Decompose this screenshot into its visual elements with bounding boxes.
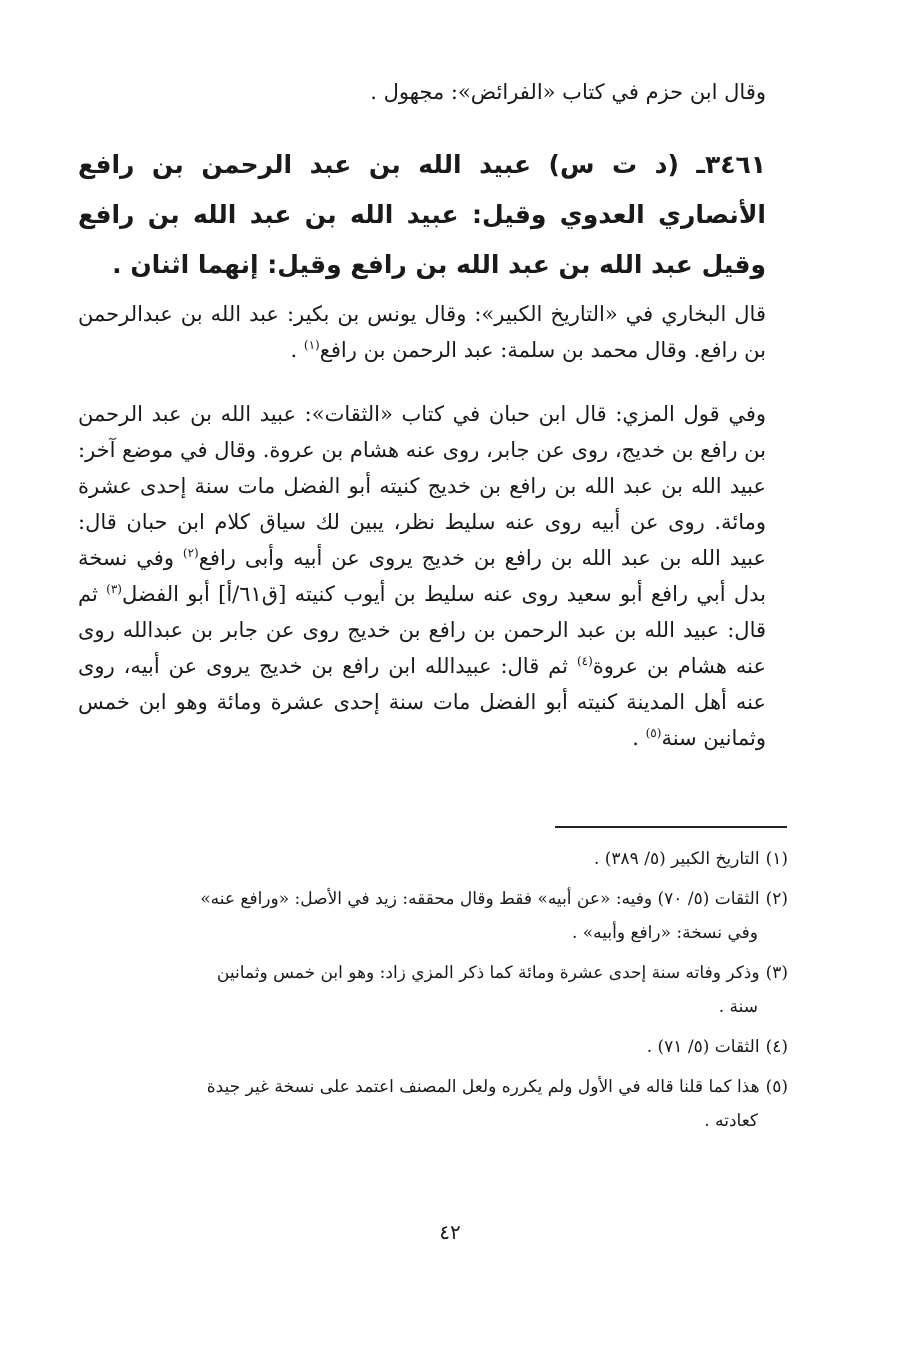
footnote-continuation: كعادته . [704,1111,758,1131]
footnote-text: التاريخ الكبير (٥/ ٣٨٩) . [593,849,760,869]
footnote-2 [88,882,788,950]
footnote-number: (٥) [765,1077,788,1097]
top-line: وقال ابن حزم في كتاب «الفرائض»: مجهول . [370,80,766,104]
entry-text: (د ت س) عبيد الله بن عبد الرحمن بن رافع الأنصاري العدوي وقيل: عبيد الله بن عبد الله بن رافع وقيل عبد الله بن عبد الله بن رافع وقيل: إنهما اثنان . [78,150,766,279]
footnote-ref-1: (١) [303,338,320,352]
footnote-separator [555,826,787,828]
paragraph-text: ثم قال: عبيد الله بن عبد الرحمن بن رافع بن خديج روى عن جابر بن عبدالله روى عنه هشام بن عروة [78,582,767,678]
footnote-ref-2: (٢) [182,546,199,560]
paragraph-end: . [632,726,646,750]
footnote-4 [88,1030,788,1064]
footnote-number: (١) [765,849,788,869]
paragraph-text: قال البخاري في «التاريخ الكبير»: وقال يونس بن بكير: عبد الله بن عبدالرحمن بن رافع. وقال محمد بن سلمة: عبد الرحمن بن رافع [78,302,766,362]
paragraph-end: . [290,338,304,362]
footnote-number: (٢) [765,889,788,909]
paragraph-mizzi [78,396,766,756]
footnote-1 [88,842,788,876]
entry-number: ٣٤٦١ـ [696,150,766,179]
footnote-ref-5: (٥) [645,726,662,740]
paragraph-text: وفي نسخة بدل أبي رافع أبو سعيد روى عنه سليط بن أيوب كنيته [ق٦١/أ] أبو الفضل [78,546,767,606]
footnote-text: الثقات (٥/ ٧١) . [646,1037,760,1057]
footnote-3 [88,956,788,1024]
footnote-text: هذا كما قلنا قاله في الأول ولم يكرره ولعل المصنف اعتمد على نسخة غير جيدة [206,1077,760,1097]
footnote-text: الثقات (٥/ ٧٠) وفيه: «عن أبيه» فقط وقال محققه: زيد في الأصل: «ورافع عنه» [200,889,760,909]
entry-heading [78,140,766,290]
paragraph-text: ثم قال: عبيدالله ابن رافع بن خديج يروى عن أبيه، روى عنه أهل المدينة كنيته أبو الفضل مات سنة إحدى عشرة ومائة وهو ابن خمس وثمانين سنة [78,654,766,750]
paragraph-bukhari [78,296,766,368]
footnote-number: (٤) [765,1037,788,1057]
footnote-text: وذكر وفاته سنة إحدى عشرة ومائة كما ذكر المزي زاد: وهو ابن خمس وثمانين [216,963,760,983]
footnote-continuation: سنة . [718,997,758,1017]
footnote-continuation: وفي نسخة: «رافع وأبيه» . [571,923,758,943]
footnote-5 [88,1070,788,1138]
footnotes [88,842,788,1144]
paragraph-text: وفي قول المزي: قال ابن حبان في كتاب «الثقات»: عبيد الله بن عبد الرحمن بن رافع بن خديج، روى عن جابر، روى عنه هشام بن عروة. وقال في موضع آخر: عبيد الله بن عبد الله بن رافع بن خديج كنيته أبو الفضل مات سنة إحدى عشرة ومائة. روى عن أبيه روى عنه سليط نظر، يبين لك سياق كلام ابن حبان قال: عبيد الله بن عبد الله بن رافع بن خديج يروى عن أبيه وأبى رافع [78,402,766,570]
footnote-ref-3: (٣) [106,582,122,596]
footnote-number: (٣) [765,963,788,983]
page-number: ٤٢ [439,1220,461,1244]
footnote-ref-4: (٤) [576,654,593,668]
